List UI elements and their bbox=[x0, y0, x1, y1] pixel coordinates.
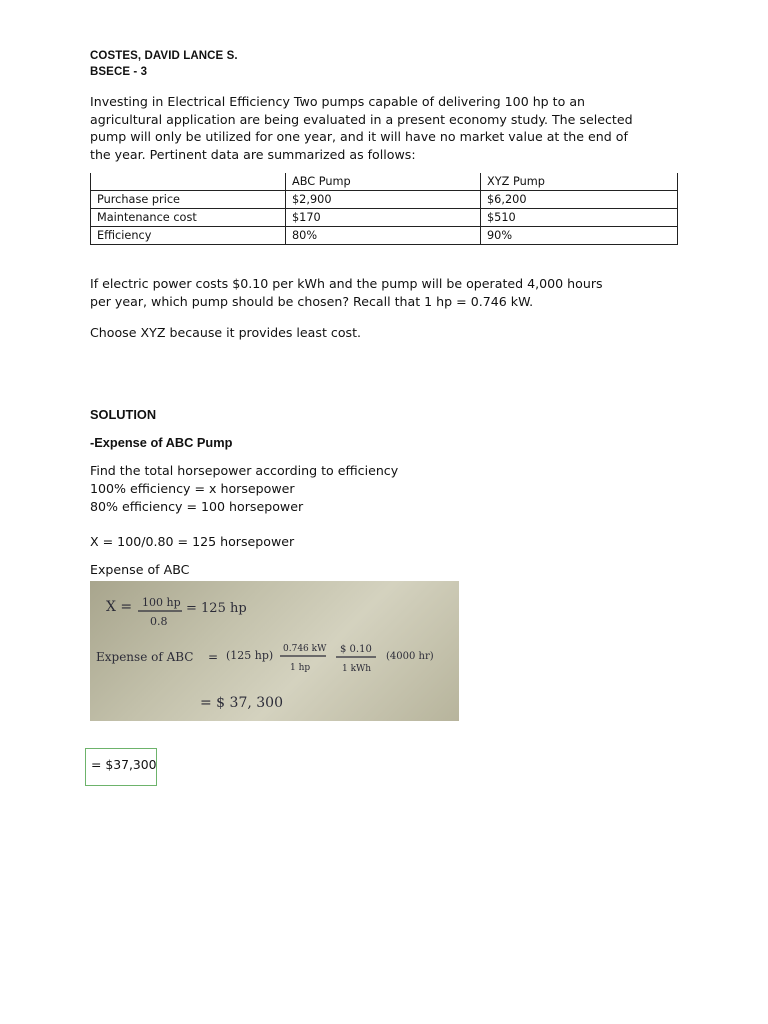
x-result: X = 100/0.80 = 125 horsepower bbox=[90, 534, 295, 549]
problem-line: Investing in Electrical Efficiency Two pumps capable of delivering 100 hp to an bbox=[90, 94, 586, 109]
handwritten-solution-photo bbox=[90, 581, 459, 721]
problem-statement bbox=[90, 93, 690, 163]
table-header-cell: ABC Pump bbox=[286, 173, 481, 191]
hw-term2-num: 0.746 kW bbox=[283, 644, 327, 654]
hw-x-lhs: X = bbox=[106, 599, 133, 615]
final-answer-box bbox=[85, 748, 157, 786]
table-cell: 90% bbox=[481, 227, 678, 245]
final-answer: = $37,300 bbox=[91, 757, 157, 772]
solution-title: SOLUTION bbox=[90, 407, 157, 422]
table-cell: $2,900 bbox=[286, 191, 481, 209]
question-line: per year, which pump should be chosen? Recall that 1 hp = 0.746 kW. bbox=[90, 293, 534, 309]
table-cell: 80% bbox=[286, 227, 481, 245]
solution-step: 80% efficiency = 100 horsepower bbox=[90, 499, 304, 514]
hw-term1: (125 hp) bbox=[226, 649, 274, 662]
pump-data-table bbox=[90, 173, 678, 245]
table-cell: Maintenance cost bbox=[91, 209, 286, 227]
problem-line: pump will only be utilized for one year, and it will have no market value at the end of bbox=[90, 129, 628, 144]
solution-step: Find the total horsepower according to efficiency bbox=[90, 463, 399, 478]
solution-step: 100% efficiency = x horsepower bbox=[90, 481, 295, 496]
hw-term3-den: 1 kWh bbox=[342, 664, 372, 674]
student-section: BSECE - 3 bbox=[90, 66, 148, 78]
question-text bbox=[90, 275, 690, 310]
hw-x-den: 0.8 bbox=[150, 615, 168, 628]
hw-x-eq: = 125 hp bbox=[186, 601, 247, 616]
hw-x-num: 100 hp bbox=[142, 596, 181, 609]
table-row bbox=[91, 209, 678, 227]
problem-line: the year. Pertinent data are summarized as follows: bbox=[90, 146, 416, 162]
table-row bbox=[91, 191, 678, 209]
table-cell: $6,200 bbox=[481, 191, 678, 209]
question-line: If electric power costs $0.10 per kWh and the pump will be operated 4,000 hours bbox=[90, 276, 603, 291]
expense-label: Expense of ABC bbox=[90, 562, 190, 577]
hw-term3-num: $ 0.10 bbox=[340, 644, 372, 655]
table-row bbox=[91, 227, 678, 245]
answer-statement: Choose XYZ because it provides least cost. bbox=[90, 325, 362, 340]
table-header-row bbox=[91, 173, 678, 191]
hw-exp-label: Expense of ABC bbox=[96, 650, 194, 664]
hw-result: = $ 37, 300 bbox=[200, 695, 283, 711]
table-header-cell: XYZ Pump bbox=[481, 173, 678, 191]
handwriting-svg bbox=[90, 581, 459, 721]
solution-subtitle: -Expense of ABC Pump bbox=[90, 435, 233, 450]
table-cell: $510 bbox=[481, 209, 678, 227]
table-cell: $170 bbox=[286, 209, 481, 227]
table-header-cell bbox=[91, 173, 286, 191]
problem-line: agricultural application are being evaluated in a present economy study. The selected bbox=[90, 111, 633, 127]
table-cell: Purchase price bbox=[91, 191, 286, 209]
hw-exp-eq: = bbox=[208, 650, 219, 664]
student-name: COSTES, DAVID LANCE S. bbox=[90, 50, 238, 62]
hw-term4: (4000 hr) bbox=[386, 651, 434, 662]
hw-term2-den: 1 hp bbox=[290, 663, 311, 673]
table-cell: Efficiency bbox=[91, 227, 286, 245]
